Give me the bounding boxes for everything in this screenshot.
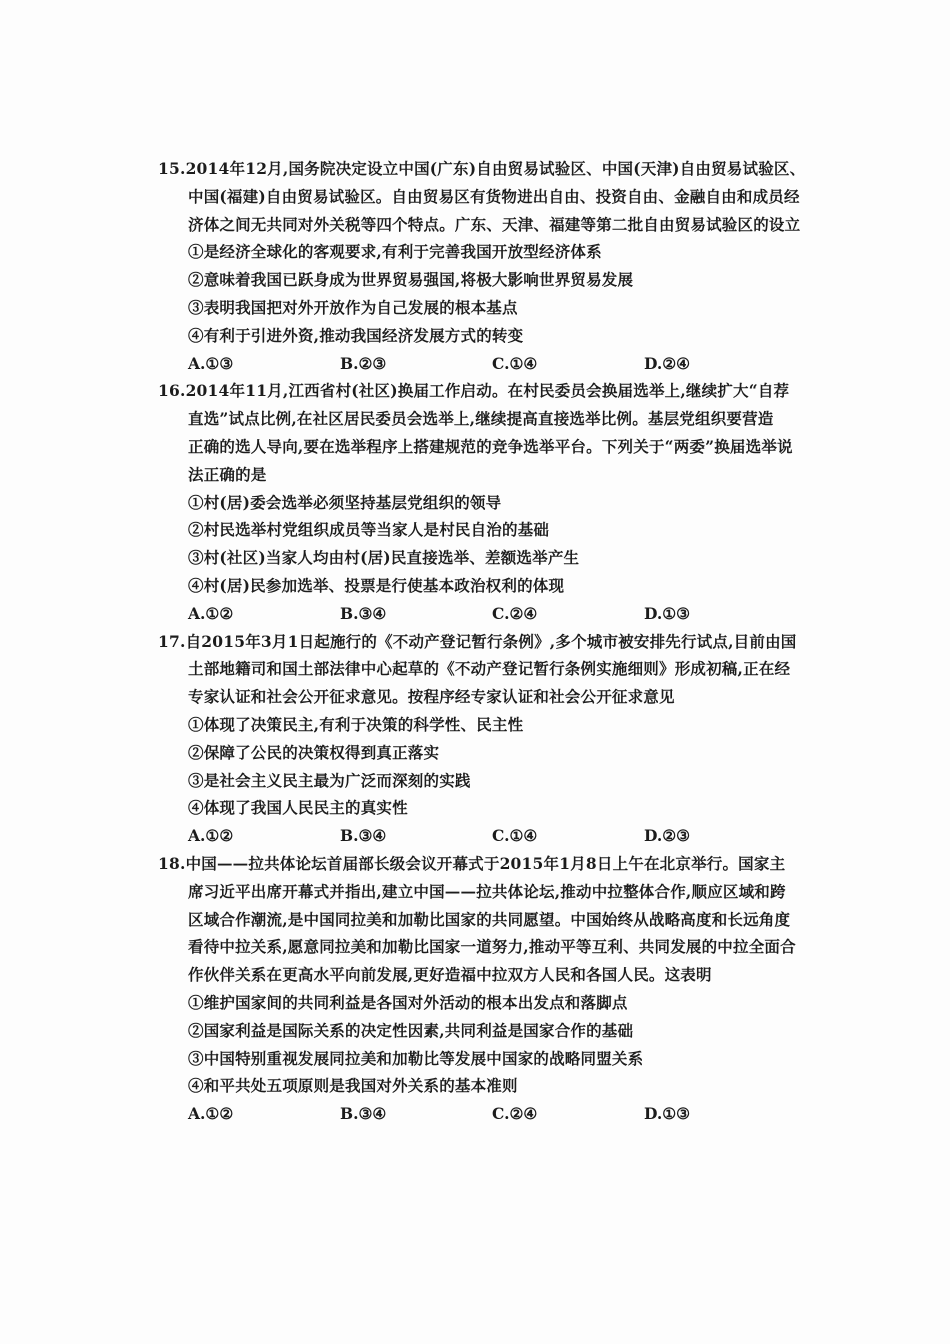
question-stem-line: 法正确的是 bbox=[188, 464, 267, 484]
question-stem-line: 17.自2015年3月1日起施行的《不动产登记暂行条例》,多个城市被安排先行试点,目前由国 bbox=[158, 631, 797, 651]
statement-option: ①是经济全球化的客观要求,有利于完善我国开放型经济体系 bbox=[188, 242, 602, 262]
statement-option: ③是社会主义民主最为广泛而深刻的实践 bbox=[188, 770, 471, 790]
statement-option: ③中国特别重视发展同拉美和加勒比等发展中国家的战略同盟关系 bbox=[188, 1048, 644, 1068]
question-list bbox=[158, 155, 848, 1128]
answer-choice-c: C.②④ bbox=[492, 603, 538, 623]
answer-choice-a: A.①② bbox=[188, 1104, 234, 1124]
answer-choices bbox=[188, 822, 848, 850]
answer-choices bbox=[188, 600, 848, 628]
answer-choice-b: B.③④ bbox=[340, 1104, 387, 1124]
statement-option: ②国家利益是国际关系的决定性因素,共同利益是国家合作的基础 bbox=[188, 1020, 634, 1040]
answer-choice-c: C.①④ bbox=[492, 353, 538, 373]
statement-option: ③表明我国把对外开放作为自己发展的根本基点 bbox=[188, 297, 518, 317]
question-16 bbox=[158, 377, 848, 627]
answer-choice-a: A.①② bbox=[188, 826, 234, 846]
answer-choice-d: D.②④ bbox=[644, 353, 691, 373]
answer-choices bbox=[188, 1100, 848, 1128]
question-stem-line: 专家认证和社会公开征求意见。按程序经专家认证和社会公开征求意见 bbox=[188, 687, 675, 707]
answer-choice-c: C.②④ bbox=[492, 1104, 538, 1124]
question-stem-line: 看待中拉关系,愿意同拉美和加勒比国家一道努力,推动平等互利、共同发展的中拉全面合 bbox=[188, 937, 796, 957]
answer-choice-c: C.①④ bbox=[492, 826, 538, 846]
answer-choice-d: D.①③ bbox=[644, 603, 691, 623]
statement-option: ④村(居)民参加选举、投票是行使基本政治权利的体现 bbox=[188, 575, 565, 595]
answer-choice-d: D.②③ bbox=[644, 826, 691, 846]
question-15 bbox=[158, 155, 848, 377]
answer-choice-a: A.①③ bbox=[188, 353, 234, 373]
question-stem-line: 直选”试点比例,在社区居民委员会选举上,继续提高直接选举比例。基层党组织要营造 bbox=[188, 409, 774, 429]
statement-option: ③村(社区)当家人均由村(居)民直接选举、差额选举产生 bbox=[188, 548, 580, 568]
answer-choice-a: A.①② bbox=[188, 603, 234, 623]
question-stem-line: 席习近平出席开幕式并指出,建立中国——拉共体论坛,推动中拉整体合作,顺应区域和跨 bbox=[188, 881, 786, 901]
question-stem-line: 区域合作潮流,是中国同拉美和加勒比国家的共同愿望。中国始终从战略高度和长远角度 bbox=[188, 909, 791, 929]
question-stem-line: 作伙伴关系在更高水平向前发展,更好造福中拉双方人民和各国人民。这表明 bbox=[188, 965, 712, 985]
statement-option: ②意味着我国已跃身成为世界贸易强国,将极大影响世界贸易发展 bbox=[188, 270, 634, 290]
statement-option: ②村民选举村党组织成员等当家人是村民自治的基础 bbox=[188, 520, 550, 540]
question-stem-line: 土部地籍司和国土部法律中心起草的《不动产登记暂行条例实施细则》形成初稿,正在经 bbox=[188, 659, 791, 679]
statement-option: ①体现了决策民主,有利于决策的科学性、民主性 bbox=[188, 714, 524, 734]
statement-option: ②保障了公民的决策权得到真正落实 bbox=[188, 742, 440, 762]
statement-option: ④体现了我国人民民主的真实性 bbox=[188, 798, 408, 818]
question-18 bbox=[158, 850, 848, 1128]
question-stem-line: 15.2014年12月,国务院决定设立中国(广东)自由贸易试验区、中国(天津)自由贸易试验区、 bbox=[158, 159, 806, 178]
statement-option: ①维护国家间的共同利益是各国对外活动的根本出发点和落脚点 bbox=[188, 992, 628, 1012]
question-stem-line: 18.中国——拉共体论坛首届部长级会议开幕式于2015年1月8日上午在北京举行。国家主 bbox=[158, 853, 786, 873]
answer-choices bbox=[188, 350, 848, 378]
question-17 bbox=[158, 628, 848, 850]
statement-option: ④有利于引进外资,推动我国经济发展方式的转变 bbox=[188, 325, 524, 345]
statement-option: ①村(居)委会选举必须坚持基层党组织的领导 bbox=[188, 492, 502, 512]
answer-choice-b: B.②③ bbox=[340, 353, 387, 373]
statement-option: ④和平共处五项原则是我国对外关系的基本准则 bbox=[188, 1076, 518, 1096]
answer-choice-d: D.①③ bbox=[644, 1104, 691, 1124]
question-stem-line: 济体之间无共同对外关税等四个特点。广东、天津、福建等第二批自由贸易试验区的设立 bbox=[188, 214, 801, 234]
question-stem-line: 中国(福建)自由贸易试验区。自由贸易区有货物进出自由、投资自由、金融自由和成员经 bbox=[188, 186, 800, 206]
answer-choice-b: B.③④ bbox=[340, 603, 387, 623]
question-stem-line: 16.2014年11月,江西省村(社区)换届工作启动。在村民委员会换届选举上,继续扩大“自荐 bbox=[158, 381, 790, 401]
answer-choice-b: B.③④ bbox=[340, 826, 387, 846]
question-stem-line: 正确的选人导向,要在选举程序上搭建规范的竞争选举平台。下列关于“两委”换届选举说 bbox=[188, 436, 793, 456]
